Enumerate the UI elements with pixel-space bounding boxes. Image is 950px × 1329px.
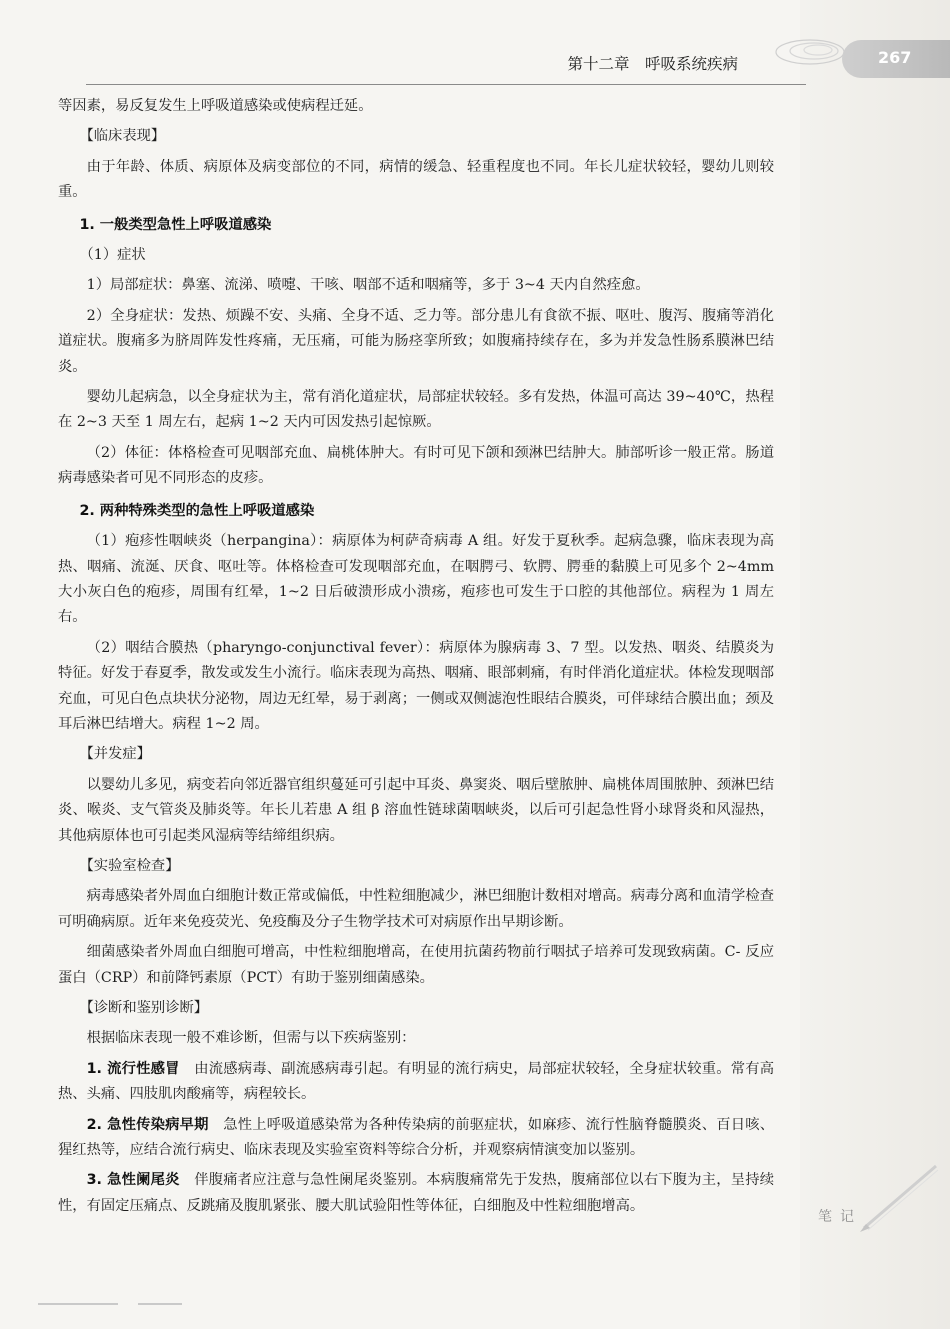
paragraph-systemic-symptom: 2）全身症状：发热、烦躁不安、头痛、全身不适、乏力等。部分患儿有食欲不振、呕吐、腹泻、腹痛等消化道症状。腹痛多为脐周阵发性疼痛，无压痛，可能为肠痉挛所致；如腹痛持续存在，多为并发急性肠系膜淋巴结炎。 bbox=[58, 307, 774, 375]
term-appendicitis: 3. 急性阑尾炎 bbox=[86, 1172, 180, 1189]
term-influenza: 1. 流行性感冒 bbox=[86, 1060, 180, 1077]
main-text bbox=[58, 94, 774, 1219]
paragraph-lab-bacteria: 细菌感染者外周血白细胞可增高，中性粒细胞增高，在使用抗菌药物前行咽拭子培养可发现致病菌。C- 反应蛋白（CRP）和前降钙素原（PCT）有助于鉴别细菌感染。 bbox=[58, 944, 774, 986]
notes-label: 笔记 bbox=[818, 1209, 862, 1225]
section-heading-complication: 【并发症】 bbox=[79, 746, 151, 763]
paragraph-lab-virus: 病毒感染者外周血白细胞计数正常或偏低，中性粒细胞减少，淋巴细胞计数相对增高。病毒分离和血清学检查可明确病原。近年来免疫荧光、免疫酶及分子生物学技术可对病原作出早期诊断。 bbox=[58, 888, 774, 930]
section-heading-clinical: 【临床表现】 bbox=[79, 128, 166, 145]
paragraph-infant: 婴幼儿起病急，以全身症状为主，常有消化道症状，局部症状较轻。多有发热，体温可高达 39~40℃，热程在 2~3 天至 1 周左右，起病 1~2 天内可因发热引起惊厥。 bbox=[58, 389, 774, 431]
swirl-ornament-icon bbox=[770, 32, 850, 72]
paragraph-pharyngoconjunctival: （2）咽结合膜热（pharyngo-conjunctival fever）：病原体为腺病毒 3、7 型。以发热、咽炎、结膜炎为特征。好发于春夏季，散发或发生小流行。临床表现为高热、咽痛、眼部刺痛，有时伴消化道症状。体检发现咽部充血，可见白色点块状分泌物，周边无红晕，易于剥离；一侧或双侧滤泡性眼结合膜炎，可伴球结合膜出血；颈及耳后淋巴结增大。病程 1~2 周。 bbox=[58, 639, 774, 732]
text-influenza: 由流感病毒、副流感病毒引起。有明显的流行病史，局部症状较轻，全身症状较重。常有高热、头痛、四肢肌肉酸痛等，病程较长。 bbox=[58, 1060, 775, 1103]
paragraph-local-symptom: 1）局部症状：鼻塞、流涕、喷嚏、干咳、咽部不适和咽痛等，多于 3~4 天内自然痊愈。 bbox=[86, 277, 650, 294]
pen-icon bbox=[858, 1160, 942, 1234]
paragraph-intro: 等因素，易反复发生上呼吸道感染或使病程迁延。 bbox=[58, 98, 373, 114]
paragraph-diagnosis: 根据临床表现一般不难诊断，但需与以下疾病鉴别： bbox=[86, 1030, 416, 1047]
diagnosis-appendicitis bbox=[58, 1168, 774, 1219]
diagnosis-infectious bbox=[58, 1113, 774, 1164]
page-number: 267 bbox=[878, 48, 912, 67]
diagnosis-influenza bbox=[58, 1057, 774, 1108]
subheading-general-type: 1. 一般类型急性上呼吸道感染 bbox=[79, 216, 272, 233]
text-infectious: 急性上呼吸道感染常为各种传染病的前驱症状，如麻疹、流行性脑脊髓膜炎、百日咳、猩红热等，应结合流行病史、临床表现及实验室资料等综合分析，并观察病情演变加以鉴别。 bbox=[58, 1116, 775, 1159]
paragraph-complication: 以婴幼儿多见，病变若向邻近器官组织蔓延可引起中耳炎、鼻窦炎、咽后壁脓肿、扁桃体周围脓肿、颈淋巴结炎、喉炎、支气管炎及肺炎等。年长儿若患 A 组 β 溶血性链球菌咽峡炎，以后可引起急性肾小球肾炎和风湿热，其他病原体也可引起类风湿病等结缔组织病。 bbox=[58, 776, 774, 844]
bottom-mark-right bbox=[138, 1303, 182, 1305]
text-appendicitis: 伴腹痛者应注意与急性阑尾炎鉴别。本病腹痛常先于发热，腹痛部位以右下腹为主，呈持续性，有固定压痛点、反跳痛及腹肌紧张、腰大肌试验阳性等体征，白细胞及中性粒细胞增高。 bbox=[58, 1172, 775, 1214]
section-heading-lab: 【实验室检查】 bbox=[79, 857, 180, 874]
section-heading-diagnosis: 【诊断和鉴别诊断】 bbox=[79, 1000, 209, 1016]
item-symptom: （1）症状 bbox=[79, 247, 146, 264]
paragraph-sign: （2）体征：体格检查可见咽部充血、扁桃体肿大。有时可见下颌和颈淋巴结肿大。肺部听诊一般正常。肠道病毒感染者可见不同形态的皮疹。 bbox=[58, 444, 774, 487]
bottom-mark-left bbox=[38, 1303, 118, 1305]
chapter-title: 第十二章 呼吸系统疾病 bbox=[567, 55, 738, 73]
subheading-special-type: 2. 两种特殊类型的急性上呼吸道感染 bbox=[79, 502, 315, 519]
header-rule bbox=[86, 84, 806, 85]
paragraph-clinical: 由于年龄、体质、病原体及病变部位的不同，病情的缓急、轻重程度也不同。年长儿症状较轻，婴幼儿则较重。 bbox=[58, 158, 774, 201]
term-infectious: 2. 急性传染病早期 bbox=[86, 1116, 209, 1133]
paragraph-herpangina: （1）疱疹性咽峡炎（herpangina）：病原体为柯萨奇病毒 A 组。好发于夏秋季。起病急骤，临床表现为高热、咽痛、流涎、厌食、呕吐等。体格检查可发现咽部充血，在咽腭弓、软腭、腭垂的黏膜上可见多个 2~4mm 大小灰白色的疱疹，周围有红晕，1~2 日后破溃形成小溃疡，疱疹也可发生于口腔的其他部位。病程为 1 周左右。 bbox=[58, 533, 774, 626]
notes-margin bbox=[800, 0, 950, 1329]
